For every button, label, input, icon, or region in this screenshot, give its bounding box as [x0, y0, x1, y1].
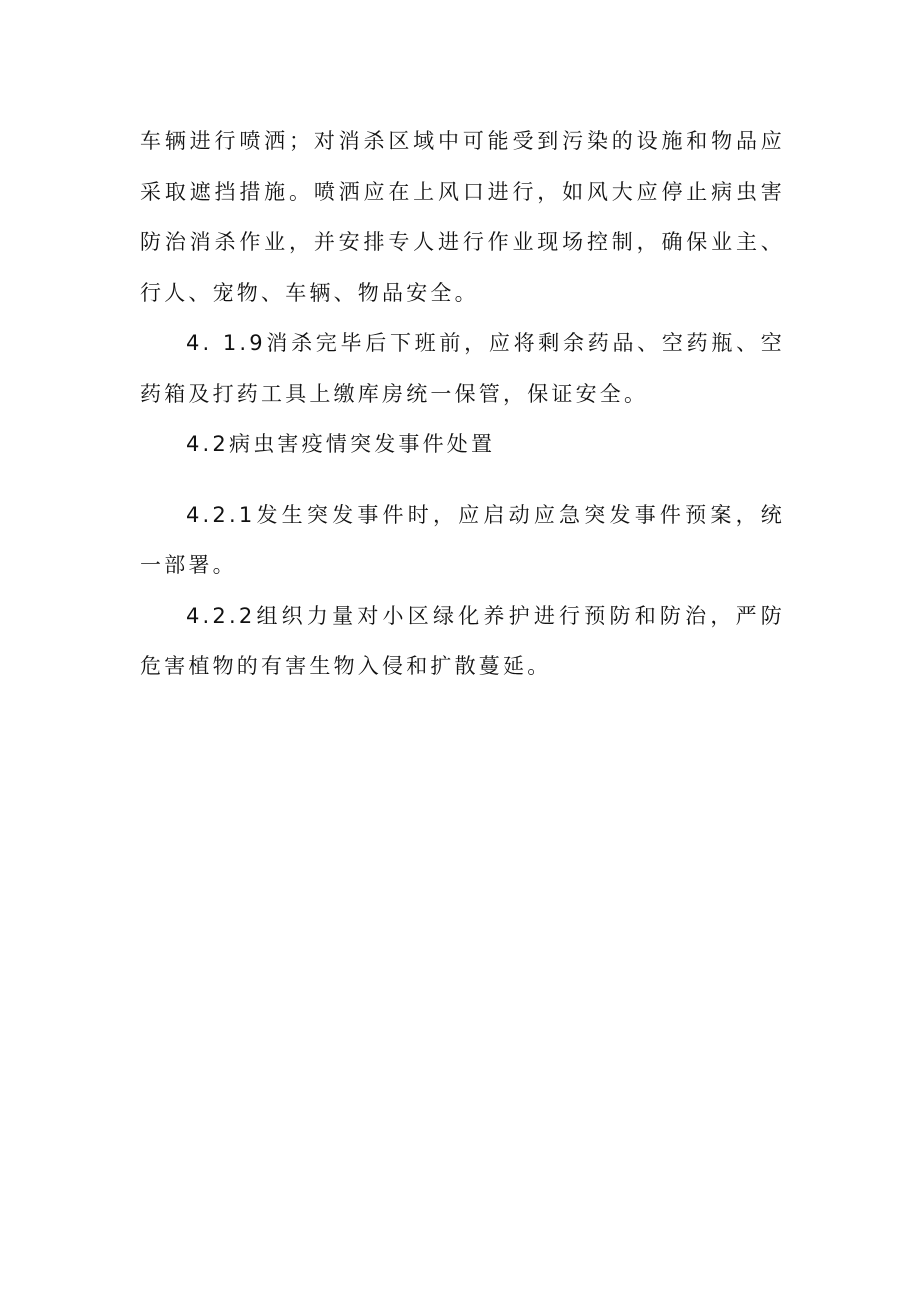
paragraph-4-2-1: 4.2.1发生突发事件时，应启动应急突发事件预案，统一部署。 [140, 502, 785, 577]
document-body [140, 116, 785, 692]
section-heading-4-2: 4.2病虫害疫情突发事件处置 [186, 432, 496, 456]
paragraph-4-2-2: 4.2.2组织力量对小区绿化养护进行预防和防治，严防危害植物的有害生物入侵和扩散蔓延。 [140, 603, 785, 678]
paragraph-4-1-9: 4. 1.9消杀完毕后下班前，应将剩余药品、空药瓶、空药箱及打药工具上缴库房统一保管，保证安全。 [140, 331, 785, 406]
paragraph-continuation: 车辆进行喷洒；对消杀区域中可能受到污染的设施和物品应采取遮挡措施。喷洒应在上风口进行，如风大应停止病虫害防治消杀作业，并安排专人进行作业现场控制，确保业主、行人、宠物、车辆、物品安全。 [140, 129, 785, 305]
